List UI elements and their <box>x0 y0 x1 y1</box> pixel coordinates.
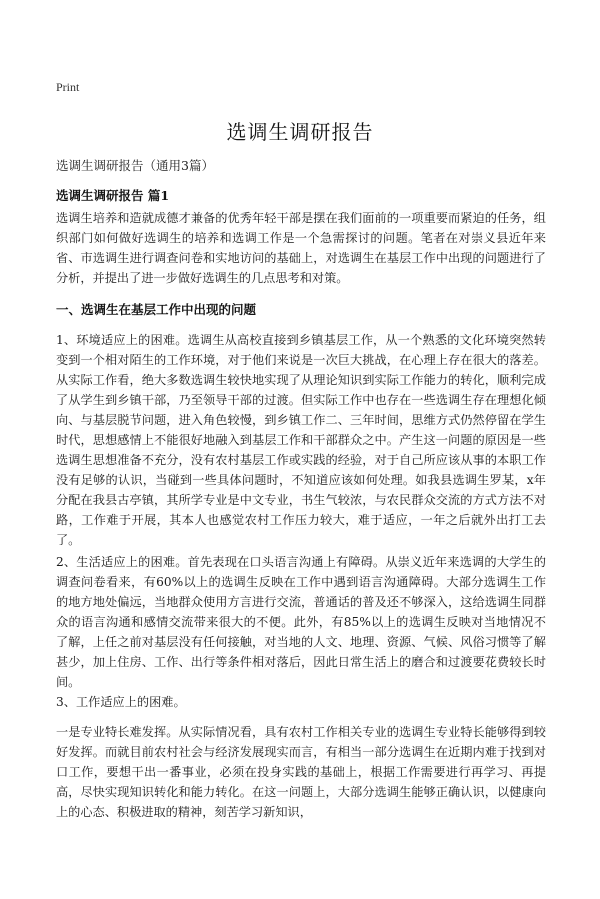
document-subtitle: 选调生调研报告（通用3篇） <box>56 158 214 173</box>
subheading-problems: 一、选调生在基层工作中出现的问题 <box>56 302 257 317</box>
paragraph-environment <box>56 330 546 550</box>
paragraph-life <box>56 552 546 692</box>
page-title: 选调生调研报告 <box>226 120 374 144</box>
paragraph-2-text: 2、生活适应上的困难。首先表现在口头语言沟通上有障碍。从崇义近年来选调的大学生的调查问卷看来，有60%以上的选调生反映在工作中遇到语言沟通障碍。大部分选调生工作的地方地处偏远，当地群众使用方言进行交流，普通话的普及还不够深入，这给选调生同群众的语言沟通和感情交流带来很大的不便。此外，有85%以上的选调生反映对当地情况不了解，上任之前对基层没有任何接触，对当地的人文、地理、资源、气候、风俗习惯等了解甚少，加上住房、工作、出行等条件相对落后，因此日常生活上的磨合和过渡要花费较长时间。 <box>56 555 546 689</box>
paragraph-specialty <box>56 722 546 822</box>
intro-paragraph <box>56 208 546 288</box>
paragraph-work-heading <box>56 692 546 712</box>
section-heading: 选调生调研报告 篇1 <box>56 188 170 203</box>
paragraph-1-text: 1、环境适应上的困难。选调生从高校直接到乡镇基层工作，从一个熟悉的文化环境突然转变到一个相对陌生的工作环境，对于他们来说是一次巨大挑战，在心理上存在很大的落差。从实际工作看，绝大多数选调生较快地实现了从理论知识到实际工作能力的转化，顺利完成了从学生到乡镇干部，乃至领导干部的过渡。但实际工作中也存在一些选调生存在理想化倾向、与基层脱节问题，进入角色较慢，到乡镇工作二、三年时间，思维方式仍然停留在学生时代，思想感情上不能很好地融入到基层工作和干部群众之中。产生这一问题的原因是一些选调生思想准备不充分，没有农村基层工作或实践的经验，对于自己所应该从事的本职工作没有足够的认识，当碰到一些具体问题时，不知道应该如何处理。如我县选调生罗某，x年分配在我县古亭镇，其所学专业是中文专业，书生气较浓，与农民群众交流的方式方法不对路，工作难于开展，其本人也感觉农村工作压力较大，难于适应，一年之后就外出打工去了。 <box>56 333 546 547</box>
print-label: Print <box>56 80 80 94</box>
paragraph-4-text: 一是专业特长难发挥。从实际情况看，具有农村工作相关专业的选调生专业特长能够得到较好发挥。而就目前农村社会与经济发展现实而言，有相当一部分选调生在近期内难于找到对口工作，要想干出一番事业，必须在投身实践的基础上，根据工作需要进行再学习、再提高，尽快实现知识转化和能力转化。在这一问题上，大部分选调生能够正确认识，以健康向上的心态、积极进取的精神，刻苦学习新知识， <box>56 725 546 819</box>
intro-text: 选调生培养和造就成德才兼备的优秀年轻干部是摆在我们面前的一项重要而紧迫的任务，组织部门如何做好选调生的培养和选调工作是一个急需探讨的问题。笔者在对崇义县近年来省、市选调生进行调查问卷和实地访问的基础上，对选调生在基层工作中出现的问题进行了分析，并提出了进一步做好选调生的几点思考和对策。 <box>56 211 546 285</box>
paragraph-3-text: 3、工作适应上的困难。 <box>56 695 186 709</box>
